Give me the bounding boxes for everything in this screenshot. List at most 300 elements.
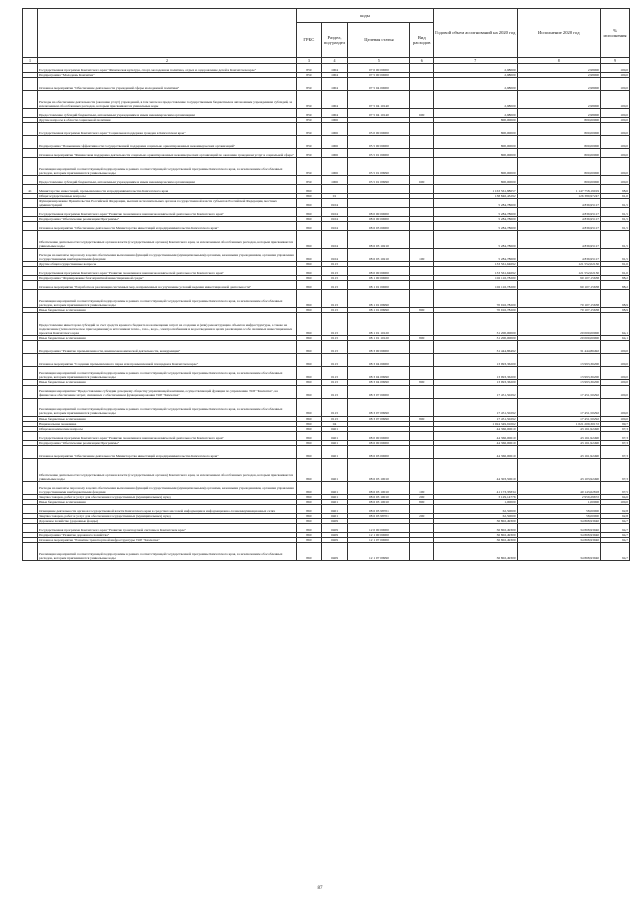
row-vid xyxy=(410,267,434,276)
row-percent: 100,0 xyxy=(601,78,630,91)
row-razdel: 0113 xyxy=(321,308,348,313)
row-execution: 4 836,95117 xyxy=(517,217,600,222)
row-vid xyxy=(410,281,434,290)
row-statya xyxy=(348,185,410,194)
row-execution: 1 147 758,19019 xyxy=(517,185,600,194)
table-row xyxy=(23,431,630,440)
row-plan: 13 993,36200 xyxy=(434,354,517,367)
row-razdel: 1006 xyxy=(321,123,348,136)
row-razdel: 0401 xyxy=(321,499,348,504)
row-grbs: 860 xyxy=(297,542,322,560)
row-execution: 4 836,95117 xyxy=(517,231,600,249)
row-plan: 800,00000 xyxy=(434,176,517,185)
row-name: Расходы на обеспечение деятельности (оказание услуг) учреждений, в том числе на предоставление государственным бюджетным и автономным учреждениям субсидий, за исключением обособленных расходов, которым присваиваются уникальные коды xyxy=(37,91,296,109)
row-percent: 100,0 xyxy=(601,149,630,158)
row-name: Общегосударственные вопросы xyxy=(37,194,296,199)
row-name: Иные бюджетные ассигнования xyxy=(37,416,296,421)
row-vid xyxy=(410,91,434,109)
row-percent: 88,2 xyxy=(601,281,630,290)
row-percent: 100,0 xyxy=(601,64,630,73)
row-percent: 91,5 xyxy=(601,231,630,249)
row-name: Министерство инвестиций, промышленности и предпринимательства Камчатского края xyxy=(37,185,296,194)
row-plan: 2,98000 xyxy=(434,78,517,91)
row-name: Основное мероприятие "Обеспечение деятельности Министерства инвестиций и предпринимательства Камчатского края" xyxy=(37,445,296,458)
row-name: Реализация мероприятий соответствующей подпрограммы в рамках соответствующей государственной программы Камчатского края, за исключением обособленных расходов, которым присваиваются уникальные коды xyxy=(37,542,296,560)
row-grbs: 859 xyxy=(297,91,322,109)
row-razdel: 1006 xyxy=(321,176,348,185)
row-name: Дорожное хозяйство (дорожные фонды) xyxy=(37,518,296,523)
row-vid: 200 xyxy=(410,513,434,518)
table-row xyxy=(23,341,630,354)
row-statya: 07 5 04 00000 xyxy=(348,78,410,91)
row-name: Подпрограмма "Обеспечение реализации Программы" xyxy=(37,440,296,445)
row-execution: 70 107,15638 xyxy=(517,290,600,308)
col-number: 1 xyxy=(23,58,38,64)
row-name: Освещение деятельности органов государственной власти Камчатского края в средствах массовой информации и информационно-телекоммуникационных сетях xyxy=(37,504,296,513)
table-row xyxy=(23,199,630,208)
row-percent: 97,3 xyxy=(601,431,630,440)
row-statya xyxy=(348,199,410,208)
row-execution: 800,00000 xyxy=(517,176,600,185)
row-grbs: 859 xyxy=(297,73,322,78)
row-percent: 91,5 xyxy=(601,208,630,217)
row-razdel: 0113 xyxy=(321,336,348,341)
row-razdel: 01 xyxy=(321,194,348,199)
table-row xyxy=(23,313,630,336)
row-grbs: 859 xyxy=(297,123,322,136)
row-razdel: 0409 xyxy=(321,542,348,560)
row-percent: 97,3 xyxy=(601,458,630,481)
row-percent: 94,7 xyxy=(601,542,630,560)
row-execution: 34 868,93940 xyxy=(517,523,600,532)
row-name: Государственная программа Камчатского края "Физическая культура, спорт, молодежная политика, отдых и оздоровление детей в Камчатском крае" xyxy=(37,64,296,73)
table-row xyxy=(23,281,630,290)
row-statya: 08 6 03 10010 xyxy=(348,494,410,499)
row-percent: 100,0 xyxy=(601,341,630,354)
row-vid xyxy=(410,431,434,440)
row-grbs: 860 xyxy=(297,231,322,249)
row-grbs: 860 xyxy=(297,532,322,537)
row-index xyxy=(23,481,38,494)
row-statya: 08 6 00 00000 xyxy=(348,440,410,445)
row-grbs: 860 xyxy=(297,494,322,499)
row-name: Государственная программа Камчатского края "Социальная поддержка граждан в Камчатском крае" xyxy=(37,123,296,136)
col-number: 8 xyxy=(517,58,600,64)
row-name: Реализация мероприятий соответствующей подпрограммы в рамках соответствующей государственной программы Камчатского края, за исключением обособленных расходов, которым присваиваются уникальные коды xyxy=(37,398,296,416)
row-vid xyxy=(410,504,434,513)
row-statya: 05 5 01 09990 xyxy=(348,158,410,176)
row-index xyxy=(23,158,38,176)
row-percent: 94,6 xyxy=(601,494,630,499)
row-percent: 91,0 xyxy=(601,194,630,199)
row-name: Иные бюджетные ассигнования xyxy=(37,308,296,313)
row-name: Государственная программа Камчатского края "Развитие экономики и внешнеэкономической деятельности Камчатского края" xyxy=(37,267,296,276)
row-name: Обеспечение деятельности государственных органов власти (государственных органов) Камчатского края, за исключением обособленных расходов, которым присваиваются уникальные коды xyxy=(37,231,296,249)
row-statya: 12 1 00 00000 xyxy=(348,532,410,537)
row-index xyxy=(23,354,38,367)
row-percent: 100,0 xyxy=(601,499,630,504)
row-percent: 98,9 xyxy=(601,308,630,313)
row-plan: 36 802,49300 xyxy=(434,537,517,542)
row-percent: 94,7 xyxy=(601,523,630,532)
row-vid xyxy=(410,398,434,416)
row-razdel: 0104 xyxy=(321,231,348,249)
row-razdel: 0113 xyxy=(321,354,348,367)
row-razdel: 0113 xyxy=(321,313,348,336)
row-grbs: 860 xyxy=(297,398,322,416)
row-vid xyxy=(410,222,434,231)
row-index xyxy=(23,64,38,73)
row-statya: 08 0 00 00000 xyxy=(348,431,410,440)
row-percent: 100,0 xyxy=(601,123,630,136)
table-row xyxy=(23,149,630,158)
row-plan: 2,98000 xyxy=(434,73,517,78)
row-grbs: 859 xyxy=(297,136,322,149)
row-statya: 08 3 00 00000 xyxy=(348,341,410,354)
row-index xyxy=(23,523,38,532)
row-index xyxy=(23,445,38,458)
row-name: Подпрограмма "Развитие промышленности, внешнеэкономической деятельности, конкуренции" xyxy=(37,341,296,354)
row-plan: 31 200,00000 xyxy=(434,336,517,341)
row-name: Иные бюджетные ассигнования xyxy=(37,380,296,385)
row-execution: 800,00000 xyxy=(517,158,600,176)
row-percent: 97,3 xyxy=(601,445,630,458)
row-percent: 94,7 xyxy=(601,537,630,542)
row-razdel: 0113 xyxy=(321,267,348,276)
page-number: 87 xyxy=(317,886,323,891)
row-percent: 100,0 xyxy=(601,73,630,78)
row-name: Реализация мероприятий соответствующей подпрограммы в рамках соответствующей государственной программы Камчатского края, за исключением обособленных расходов, которым присваиваются уникальные коды xyxy=(37,367,296,380)
row-plan: 2,98000 xyxy=(434,91,517,109)
row-execution: 13 993,36200 xyxy=(517,367,600,380)
row-vid xyxy=(410,354,434,367)
row-statya: 08 6 03 98701 xyxy=(348,513,410,518)
row-grbs: 859 xyxy=(297,118,322,123)
row-razdel: 0113 xyxy=(321,398,348,416)
row-statya: 05 5 01 00000 xyxy=(348,149,410,158)
row-percent: 91,0 xyxy=(601,262,630,267)
row-razdel: 04 xyxy=(321,421,348,426)
row-grbs: 860 xyxy=(297,217,322,222)
table-row xyxy=(23,481,630,494)
header-name xyxy=(37,9,296,58)
row-name: Закупка товаров, работ и услуг для обеспечения государственных (муниципальных) нужд xyxy=(37,513,296,518)
row-execution: 43 103,92490 xyxy=(517,458,600,481)
row-execution: 1,00000 xyxy=(517,499,600,504)
row-vid: 100 xyxy=(410,249,434,262)
row-statya: 08 6 03 10210 xyxy=(348,231,410,249)
table-row xyxy=(23,158,630,176)
row-plan: 5 284,78600 xyxy=(434,249,517,262)
row-execution: 40 143,62818 xyxy=(517,481,600,494)
row-index xyxy=(23,313,38,336)
row-statya: 12 0 00 00000 xyxy=(348,523,410,532)
row-percent: 100,0 xyxy=(601,158,630,176)
row-plan: 44 366,00610 xyxy=(434,445,517,458)
row-plan: 62,50000 xyxy=(434,504,517,513)
row-razdel: 1006 xyxy=(321,118,348,123)
row-vid xyxy=(410,123,434,136)
row-vid: 600 xyxy=(410,109,434,118)
header-grbs: ГРБС xyxy=(297,23,322,58)
table-row xyxy=(23,354,630,367)
table-row xyxy=(23,445,630,458)
row-razdel: 0113 xyxy=(321,380,348,385)
row-statya: 08 6 03 10010 xyxy=(348,499,410,504)
row-razdel xyxy=(321,185,348,194)
row-plan: 70 916,78200 xyxy=(434,290,517,308)
row-vid xyxy=(410,185,434,194)
row-plan: 36 802,49300 xyxy=(434,532,517,537)
row-percent: 100,0 xyxy=(601,398,630,416)
table-row xyxy=(23,64,630,73)
row-name: Подпрограмма "Обеспечение реализации Программы" xyxy=(37,217,296,222)
row-percent: 100,0 xyxy=(601,91,630,109)
row-name: Предоставление субсидий бюджетным, автономным учреждениям и иным некоммерческим организациям xyxy=(37,176,296,185)
row-index xyxy=(23,123,38,136)
row-index xyxy=(23,222,38,231)
row-statya: 08 3 07 09990 xyxy=(348,398,410,416)
row-execution: 58,00000 xyxy=(517,504,600,513)
row-razdel: 1004 xyxy=(321,91,348,109)
row-execution: 43 161,92490 xyxy=(517,440,600,445)
row-execution: 43 161,92490 xyxy=(517,445,600,458)
row-vid xyxy=(410,542,434,560)
row-statya: 07 5 00 00000 xyxy=(348,73,410,78)
row-razdel: 0113 xyxy=(321,385,348,398)
row-plan: 5 284,78600 xyxy=(434,217,517,222)
row-grbs: 860 xyxy=(297,416,322,421)
row-grbs: 860 xyxy=(297,481,322,494)
row-statya: 08 6 03 10010 xyxy=(348,458,410,481)
row-percent: 100,0 xyxy=(601,416,630,421)
row-execution: 800,00000 xyxy=(517,149,600,158)
row-statya: 05 5 00 00000 xyxy=(348,136,410,149)
row-execution: 4 836,95117 xyxy=(517,222,600,231)
header-vid: Вид расходов xyxy=(410,23,434,58)
header-percent: % исполнения xyxy=(601,9,630,58)
row-execution: 34 868,93940 xyxy=(517,537,600,542)
row-percent: 64,1 xyxy=(601,313,630,336)
row-percent: 98,6 xyxy=(601,185,630,194)
row-grbs: 860 xyxy=(297,341,322,354)
row-index xyxy=(23,149,38,158)
row-index xyxy=(23,136,38,149)
row-plan: 5 284,78600 xyxy=(434,231,517,249)
row-name: Другие общегосударственные вопросы xyxy=(37,262,296,267)
row-razdel: 0113 xyxy=(321,276,348,281)
row-index xyxy=(23,290,38,308)
row-vid: 600 xyxy=(410,176,434,185)
row-grbs: 860 xyxy=(297,281,322,290)
header-razdel: Раздел, под-раздел xyxy=(321,23,348,58)
row-name: Основное мероприятие "Обеспечение деятельности учреждений сферы молодежной политики" xyxy=(37,78,296,91)
row-razdel: 1006 xyxy=(321,136,348,149)
row-vid xyxy=(410,445,434,458)
row-statya: 08 6 03 10010 xyxy=(348,481,410,494)
row-plan: 133 561,64692 xyxy=(434,267,517,276)
row-vid xyxy=(410,208,434,217)
row-plan: 36 802,49300 xyxy=(434,523,517,532)
row-plan: 31 200,00000 xyxy=(434,313,517,336)
row-percent: 91,5 xyxy=(601,217,630,222)
row-statya: 08 6 03 00000 xyxy=(348,222,410,231)
row-name: Иные бюджетные ассигнования xyxy=(37,336,296,341)
row-name: Реализация мероприятий соответствующей подпрограммы в рамках соответствующей государственной программы Камчатского края, за исключением обособленных расходов, которым присваиваются уникальные коды xyxy=(37,290,296,308)
row-percent: 100,0 xyxy=(601,385,630,398)
row-execution: 2,98000 xyxy=(517,78,600,91)
row-plan: 800,00000 xyxy=(434,149,517,158)
row-index xyxy=(23,199,38,208)
table-row xyxy=(23,504,630,513)
row-name: Реализация мероприятия "Предоставление субсидии дочернему обществу управляющей компании, осуществляющей функции по управлению ТОР "Камчатка", на финансовое обеспечение затрат, связанных с обеспечением функционирования ТОР "Камчатка" xyxy=(37,385,296,398)
row-grbs: 859 xyxy=(297,78,322,91)
row-grbs: 860 xyxy=(297,431,322,440)
row-vid: 800 xyxy=(410,416,434,421)
row-grbs: 860 xyxy=(297,267,322,276)
row-plan: 2,98000 xyxy=(434,64,517,73)
row-plan: 5 284,78600 xyxy=(434,208,517,217)
row-index xyxy=(23,208,38,217)
row-razdel: 0104 xyxy=(321,199,348,208)
row-plan: 800,00000 xyxy=(434,158,517,176)
row-name: Государственная программа Камчатского края "Развитие транспортной системы в Камчатском крае" xyxy=(37,523,296,532)
row-percent: 92,8 xyxy=(601,513,630,518)
header-plan: Годовой объем ассигнований на 2020 год xyxy=(434,9,517,58)
row-percent: 100,0 xyxy=(601,367,630,380)
row-grbs: 860 xyxy=(297,421,322,426)
row-grbs: 860 xyxy=(297,513,322,518)
row-name: Закупка товаров, работ и услуг для обеспечения государственных (муниципальных) нужд xyxy=(37,494,296,499)
row-grbs: 860 xyxy=(297,185,322,194)
col-number: 3 xyxy=(297,58,322,64)
row-grbs: 860 xyxy=(297,518,322,523)
row-grbs: 860 xyxy=(297,445,322,458)
row-percent: 100,0 xyxy=(601,109,630,118)
table-row xyxy=(23,458,630,481)
row-name: Национальная экономика xyxy=(37,421,296,426)
row-vid xyxy=(410,458,434,481)
row-vid: 800 xyxy=(410,308,434,313)
row-grbs: 860 xyxy=(297,222,322,231)
row-plan: 5 284,78600 xyxy=(434,222,517,231)
table-row xyxy=(23,136,630,149)
row-percent: 100,0 xyxy=(601,118,630,123)
table-row xyxy=(23,523,630,532)
row-name: Основное мероприятие "Разработка и реализация системных мер, направленных на улучшение условий ведения инвестиционной деятельности" xyxy=(37,281,296,290)
row-plan: 800,00000 xyxy=(434,136,517,149)
row-plan: 44 366,00610 xyxy=(434,431,517,440)
row-razdel: 0104 xyxy=(321,222,348,231)
row-statya: 08 1 00 00000 xyxy=(348,276,410,281)
row-statya: 08 1 01 09990 xyxy=(348,308,410,313)
row-execution: 2,98000 xyxy=(517,64,600,73)
row-vid xyxy=(410,158,434,176)
row-execution: 34 868,93940 xyxy=(517,518,600,523)
row-grbs: 859 xyxy=(297,149,322,158)
row-index xyxy=(23,341,38,354)
row-execution: 2 959,29672 xyxy=(517,494,600,499)
table-row xyxy=(23,176,630,185)
row-execution: 4 836,95117 xyxy=(517,199,600,208)
row-index xyxy=(23,249,38,262)
table-row xyxy=(23,91,630,109)
row-statya: 08 1 01 00000 xyxy=(348,281,410,290)
row-execution: 2,98000 xyxy=(517,109,600,118)
row-statya: 08 0 00 00000 xyxy=(348,267,410,276)
row-vid xyxy=(410,341,434,354)
row-grbs: 860 xyxy=(297,385,322,398)
row-execution: 4 836,95117 xyxy=(517,249,600,262)
row-percent: 100,0 xyxy=(601,176,630,185)
row-plan: 800,00000 xyxy=(434,123,517,136)
row-plan: 102 116,78200 xyxy=(434,281,517,290)
row-plan: 800,00000 xyxy=(434,118,517,123)
row-percent: 64,1 xyxy=(601,336,630,341)
row-index xyxy=(23,431,38,440)
row-name: Расходы на выплаты персоналу в целях обеспечения выполнения функций государственными (муниципальными) органами, казенными учреждениями, органами управления государственными внебюджетными фондами xyxy=(37,249,296,262)
row-vid xyxy=(410,313,434,336)
row-razdel: 1006 xyxy=(321,158,348,176)
table-row xyxy=(23,109,630,118)
row-vid: 800 xyxy=(410,336,434,341)
row-percent: 91,5 xyxy=(601,222,630,231)
col-number: 2 xyxy=(37,58,296,64)
row-name: Расходы на выплаты персоналу в целях обеспечения выполнения функций государственными (муниципальными) органами, казенными учреждениями, органами управления государственными внебюджетными фондами xyxy=(37,481,296,494)
row-execution: 126 389,97247 xyxy=(517,194,600,199)
row-name: Реализация мероприятий соответствующей подпрограммы в рамках соответствующей государственной программы Камчатского края, за исключением обособленных расходов, которым присваиваются уникальные коды xyxy=(37,158,296,176)
row-plan: 17 451,50292 xyxy=(434,416,517,421)
row-razdel: 0401 xyxy=(321,481,348,494)
row-index xyxy=(23,109,38,118)
row-vid: 100 xyxy=(410,481,434,494)
table-row xyxy=(23,267,630,276)
row-grbs: 860 xyxy=(297,308,322,313)
row-index xyxy=(23,542,38,560)
table-row xyxy=(23,222,630,231)
row-percent: 100,0 xyxy=(601,354,630,367)
row-execution: 31 444,86492 xyxy=(517,341,600,354)
table-row xyxy=(23,367,630,380)
row-execution: 121 552,02130 xyxy=(517,262,600,267)
row-percent: 94,7 xyxy=(601,532,630,537)
row-grbs: 860 xyxy=(297,499,322,504)
row-plan: 102 116,78200 xyxy=(434,276,517,281)
row-grbs: 860 xyxy=(297,458,322,481)
row-plan: 36 802,49300 xyxy=(434,542,517,560)
row-execution: 17 451,50292 xyxy=(517,385,600,398)
row-index xyxy=(23,176,38,185)
row-plan: 17 451,50292 xyxy=(434,385,517,398)
row-razdel: 1004 xyxy=(321,64,348,73)
row-plan: 13 993,36200 xyxy=(434,367,517,380)
row-grbs: 860 xyxy=(297,276,322,281)
row-plan: 1 024 349,91062 xyxy=(434,421,517,426)
row-statya: 08 6 00 00000 xyxy=(348,217,410,222)
header-execution: Исполнение 2020 год xyxy=(517,9,600,58)
row-vid xyxy=(410,64,434,73)
col-number: 9 xyxy=(601,58,630,64)
row-plan: 70 916,78200 xyxy=(434,308,517,313)
row-execution: 2,98000 xyxy=(517,91,600,109)
row-razdel: 0113 xyxy=(321,262,348,267)
row-plan: 41 173,35834 xyxy=(434,481,517,494)
row-grbs: 860 xyxy=(297,523,322,532)
row-percent: 92,8 xyxy=(601,504,630,513)
budget-table xyxy=(22,8,630,561)
row-grbs: 860 xyxy=(297,354,322,367)
row-percent: 91,5 xyxy=(601,199,630,208)
